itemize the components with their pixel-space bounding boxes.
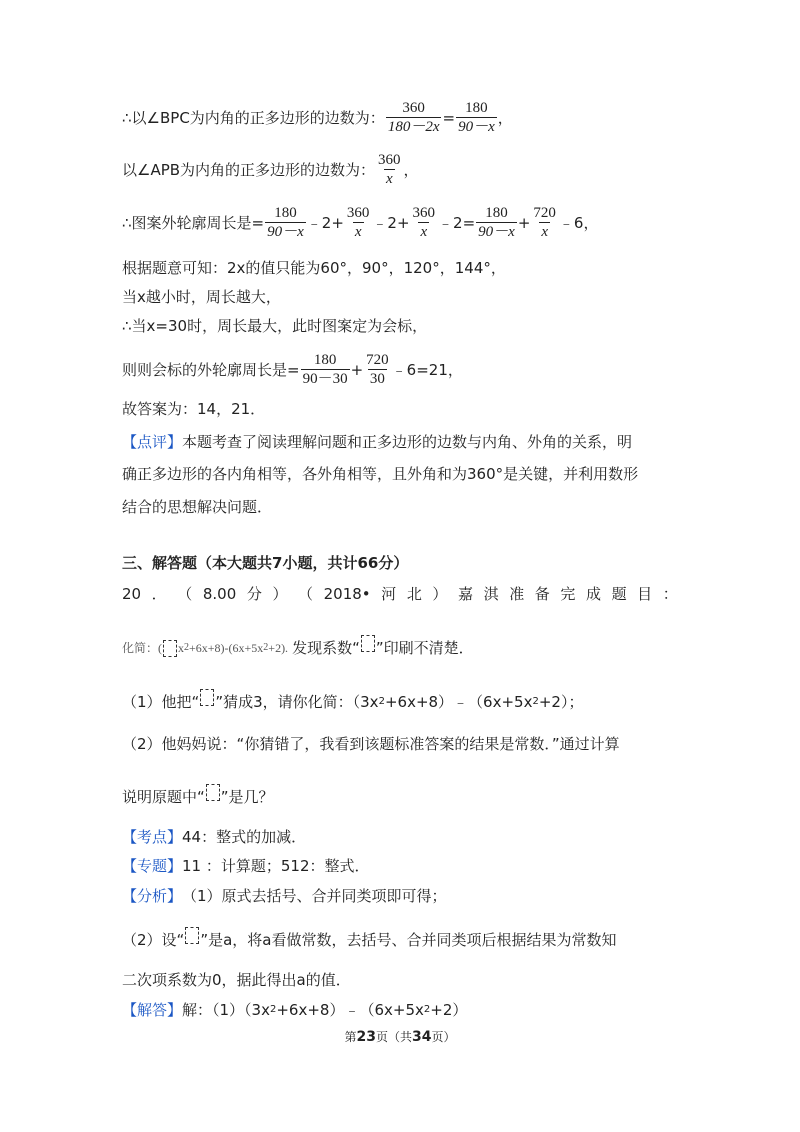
fraction: $\frac{180}{90-30}$ [302,352,348,387]
line-apb: 以∠APB为内角的正多边形的边数为： $\frac{360}{x}$ ， [122,152,419,187]
fraction: $\frac{720}{30}$ [366,352,389,387]
part-2-line: 说明原题中“ ”是几？ [122,786,274,808]
text-line: 当x越小时，周长越大， [122,288,281,306]
page-footer: 第23页（共34页） [344,1029,456,1045]
fraction: $\frac{360}{x}$ [378,152,401,187]
fraction: $\frac{180}{90-x}$ [458,100,495,135]
dashed-box-icon [185,927,199,944]
part-1-line: （1）他把“ ”猜成3，请你化简：（3x 2 +6x+8）﹣（6x+5x 2 +2）； [122,691,583,713]
q20-header: 20 ． （ 8.00 分 ） （ 2018• 河 北 ） 嘉 淇 准 备 完 成 题 目 ： [122,585,678,603]
fenxi-line-3: 二次项系数为0，据此得出a的值． [122,971,351,989]
text-line: 根据题意可知：2x的值只能为60°，90°，120°，144°， [122,259,506,277]
answer-line: 故答案为：14，21． [122,400,266,418]
fraction: $\frac{180}{90-x}$ [267,205,304,240]
fraction: $\frac{360}{180-2x}$ [387,100,440,135]
comment-line: 结合的思想解决问题． [122,498,273,516]
section-heading: 三、解答题（本大题共7小题，共计66分） [122,554,409,572]
comment-tag: 【点评】 [122,433,183,451]
line-logo-perimeter: 则则会标的外轮廓周长是= $\frac{180}{90-30}$ + $\frac{720}{30}$ ﹣6=21， [122,352,463,387]
line-perimeter: ∴图案外轮廓周长是= $\frac{180}{90-x}$ ﹣2+ $\frac{360}{x}$ ﹣2+ $\frac{360}{x}$ ﹣2= $\frac{180}{90-x}$ + $\frac{720}{x}$ ﹣6， [122,205,599,240]
fraction: $\frac{360}{x}$ [412,205,436,240]
line-bpc: ∴以∠BPC为内角的正多边形的边数为： $\frac{360}{180-2x}$ = $\frac{180}{90-x}$ ， [122,100,513,135]
jieda-line: 【解答】 解：（1）（3x 2 +6x+8）﹣（6x+5x 2 +2） [122,1001,468,1019]
part-2-line: （2）他妈妈说：“你猜错了，我看到该题标准答案的结果是常数．”通过计算 [122,735,620,753]
dashed-box-icon [206,784,220,801]
fraction: $\frac{720}{x}$ [533,205,556,240]
text: ∴以∠BPC为内角的正多边形的边数为： [122,108,385,127]
simplify-line: 化简：( x 2 +6x+8)-(6x+5x 2 +2). 发现系数“ ”印刷不清楚． [122,637,474,659]
fraction: $\frac{180}{90-x}$ [478,205,515,240]
comment-line: 【点评】 本题考查了阅读理解问题和正多边形的边数与内角、外角的关系，明 [122,433,633,451]
text: 以∠APB为内角的正多边形的边数为： [122,160,376,179]
comment-line: 确正多边形的各内角相等，各外角相等，且外角和为360°是关键，并利用数形 [122,465,639,483]
kaodian-line: 【考点】 44：整式的加减． [122,828,307,846]
fraction: $\frac{360}{x}$ [346,205,370,240]
dashed-box-icon [361,635,375,652]
simplify-expression: 化简：( x 2 +6x+8)-(6x+5x 2 +2). [122,641,289,655]
text-line: ∴当x=30时，周长最大，此时图案定为会标， [122,317,428,335]
fenxi-line-2: （2）设“ ”是a，将a看做常数，去括号、合并同类项后根据结果为常数知 [122,929,617,951]
zhuanti-line: 【专题】 11 ：计算题；512：整式． [122,857,370,875]
dashed-box-icon [200,689,214,706]
fenxi-line: 【分析】 （1）原式去括号、合并同类项即可得； [122,887,447,905]
dashed-box-icon [163,640,177,657]
